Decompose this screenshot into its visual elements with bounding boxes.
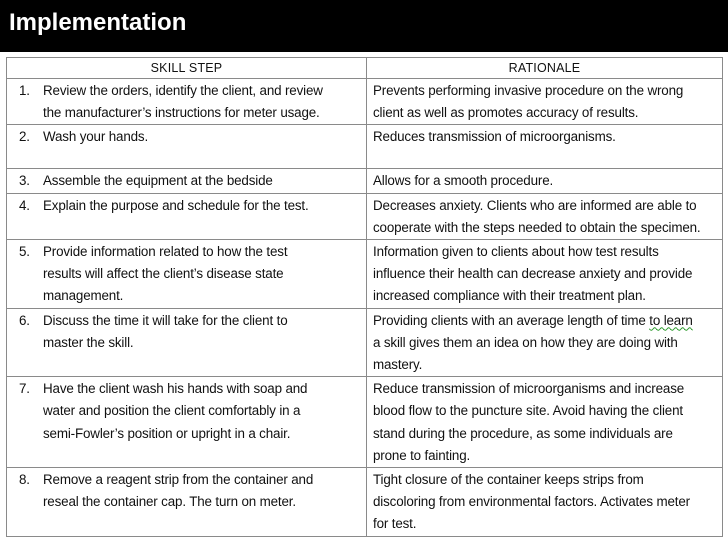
rationale-line: Reduces transmission of microorganisms. — [373, 129, 616, 145]
step-text — [43, 170, 363, 192]
step-text — [43, 195, 363, 217]
step-line: Remove a reagent strip from the container and — [43, 472, 314, 488]
step-text — [43, 310, 363, 354]
step-number: 4. — [19, 197, 30, 213]
rationale-line: a skill gives them an idea on how they are doing with — [373, 334, 678, 350]
title-bar — [0, 0, 728, 52]
rationale-line: for test. — [373, 516, 417, 532]
rationale-line: mastery. — [373, 357, 423, 373]
rationale-cell — [367, 468, 723, 537]
skill-step-cell — [7, 169, 367, 193]
rationale-line: Reduce transmission of microorganisms and increase — [373, 381, 685, 397]
skill-rationale-table — [6, 57, 723, 537]
rationale-cell — [367, 240, 723, 309]
rationale-line: Decreases anxiety. Clients who are informed are able to — [373, 197, 697, 213]
rationale-line: discoloring from environmental factors. Activates meter — [373, 494, 690, 510]
rationale-cell — [367, 193, 723, 239]
rationale-line: client as well as promotes accuracy of results. — [373, 105, 639, 121]
rationale-cell — [367, 125, 723, 169]
slide-title: Implementation — [9, 9, 187, 36]
table-row — [7, 240, 723, 309]
step-line: water and position the client comfortably in a — [43, 403, 301, 419]
step-line: semi-Fowler’s position or upright in a chair. — [43, 425, 291, 441]
step-number: 7. — [19, 381, 30, 397]
table-row — [7, 377, 723, 468]
rationale-line: influence their health can decrease anxiety and provide — [373, 266, 693, 282]
table-row — [7, 193, 723, 239]
table-row — [7, 468, 723, 537]
table-row — [7, 169, 723, 193]
rationale-line: Prevents performing invasive procedure on the wrong — [373, 83, 684, 98]
step-text — [43, 378, 363, 445]
rationale-cell — [367, 377, 723, 468]
step-text — [43, 241, 363, 308]
table-row — [7, 79, 723, 125]
step-number: 1. — [19, 83, 30, 98]
step-line: Wash your hands. — [43, 129, 149, 145]
step-number: 3. — [19, 173, 30, 189]
skill-step-cell — [7, 193, 367, 239]
step-line: master the skill. — [43, 334, 134, 350]
skill-step-cell — [7, 377, 367, 468]
rationale-line: Tight closure of the container keeps strips from — [373, 472, 644, 488]
rationale-cell — [367, 79, 723, 125]
step-line: the manufacturer’s instructions for meter usage. — [43, 105, 320, 121]
step-text — [43, 469, 363, 513]
step-line: Discuss the time it will take for the client to — [43, 312, 288, 328]
step-line: Have the client wash his hands with soap and — [43, 381, 308, 397]
step-line: management. — [43, 288, 124, 304]
step-line: Review the orders, identify the client, and review — [43, 83, 323, 98]
table-body — [7, 79, 723, 537]
spellcheck-underline: to learn — [649, 312, 693, 328]
skill-step-cell — [7, 240, 367, 309]
step-line: Assemble the equipment at the bedside — [43, 173, 273, 189]
table-row — [7, 125, 723, 169]
step-line: Provide information related to how the test — [43, 244, 288, 260]
rationale-cell — [367, 308, 723, 377]
step-text — [43, 80, 363, 124]
step-number: 8. — [19, 472, 30, 488]
step-line: Explain the purpose and schedule for the test. — [43, 197, 309, 213]
step-number: 5. — [19, 244, 30, 260]
header-skill-step: SKILL STEP — [7, 58, 367, 79]
rationale-cell — [367, 169, 723, 193]
rationale-line: blood flow to the puncture site. Avoid having the client — [373, 403, 683, 419]
step-number: 2. — [19, 129, 30, 145]
step-number: 6. — [19, 312, 30, 328]
table-row — [7, 308, 723, 377]
rationale-line: cooperate with the steps needed to obtain the specimen. — [373, 219, 701, 235]
skill-step-cell — [7, 125, 367, 169]
rationale-line: Information given to clients about how test results — [373, 244, 659, 260]
rationale-line: increased compliance with their treatment plan. — [373, 288, 646, 304]
header-rationale: RATIONALE — [367, 58, 723, 79]
step-line: reseal the container cap. The turn on meter. — [43, 494, 296, 510]
skill-step-cell — [7, 468, 367, 537]
rationale-line: Providing clients with an average length of time to learn — [373, 312, 693, 328]
rationale-line: Allows for a smooth procedure. — [373, 173, 554, 189]
skill-table-container — [6, 57, 722, 544]
step-line: results will affect the client’s disease state — [43, 266, 284, 282]
skill-step-cell — [7, 308, 367, 377]
rationale-line: prone to fainting. — [373, 447, 471, 463]
table-header-row — [7, 58, 723, 79]
skill-step-cell — [7, 79, 367, 125]
step-text — [43, 126, 363, 148]
rationale-line: stand during the procedure, as some individuals are — [373, 425, 673, 441]
